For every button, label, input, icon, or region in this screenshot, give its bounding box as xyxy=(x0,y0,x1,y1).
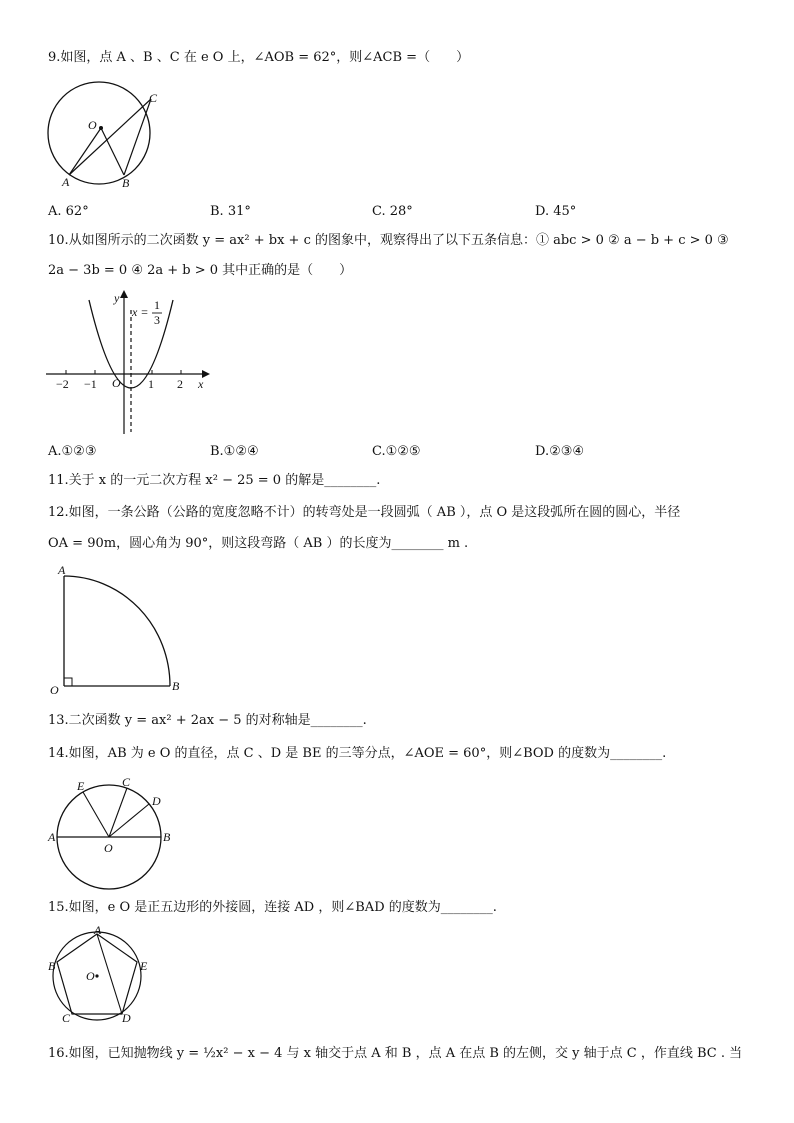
q14-label-a: A xyxy=(48,830,56,844)
q10-tick-2: 2 xyxy=(177,377,183,391)
q14-stem: 14.如图，AB 为 e O 的直径，点 C 、D 是 BE 的三等分点，∠AOE = 60°，则∠BOD 的度数为________. xyxy=(48,746,667,761)
q10-frac-den: 3 xyxy=(154,313,160,327)
q9-label-a: A xyxy=(62,175,70,189)
q14-label-o: O xyxy=(104,841,113,855)
q16-stem: 16.如图，已知抛物线 y = ½x² − x − 4 与 x 轴交于点 A 和 B ，点 A 在点 B 的左侧，交 y 轴于点 C ，作直线 BC . 当 xyxy=(48,1046,743,1061)
q9-option-b: B. 31° xyxy=(210,204,251,219)
q10-frac-num: 1 xyxy=(154,298,160,312)
q12-arc-figure xyxy=(44,560,194,705)
q11-stem: 11.关于 x 的一元二次方程 x² − 25 = 0 的解是________. xyxy=(48,473,381,488)
q9-option-d: D. 45° xyxy=(535,204,577,219)
q9-label-b: B xyxy=(122,176,130,190)
q10-origin-label: O xyxy=(112,376,121,390)
q14-semicircle-figure xyxy=(44,770,184,895)
q13-stem: 13.二次函数 y = ax² + 2ax − 5 的对称轴是________. xyxy=(48,713,367,728)
q14-label-c: C xyxy=(122,775,131,789)
q10-option-a: A.①②③ xyxy=(48,444,97,459)
q15-pentagon-figure xyxy=(44,922,159,1025)
q10-tick-1: 1 xyxy=(148,377,154,391)
q10-option-b: B.①②④ xyxy=(210,444,259,459)
q10-axis-eq: x = xyxy=(132,305,149,319)
q12-label-a: A xyxy=(58,563,66,577)
q14-label-e: E xyxy=(77,779,85,793)
q10-stem-line1: 10.从如图所示的二次函数 y = ax² + bx + c 的图象中，观察得出了以下五条信息：① abc > 0 ② a − b + c > 0 ③ xyxy=(48,233,729,248)
q9-label-o: O xyxy=(88,118,97,132)
q9-label-c: C xyxy=(149,91,158,105)
q10-option-d: D.②③④ xyxy=(535,444,585,459)
q15-label-a: A xyxy=(94,923,102,937)
q15-label-o: O xyxy=(86,969,95,983)
q9-option-a: A. 62° xyxy=(48,204,89,219)
q15-stem: 15.如图，e O 是正五边形的外接圆，连接 AD ，则∠BAD 的度数为________. xyxy=(48,900,497,915)
q14-label-d: D xyxy=(152,794,161,808)
q15-label-b: B xyxy=(48,959,56,973)
q12-label-b: B xyxy=(172,679,180,693)
q12-stem-line2: OA = 90m，圆心角为 90°，则这段弯路（ AB ）的长度为________ m . xyxy=(48,536,469,551)
q10-stem-line2: 2a − 3b = 0 ④ 2a + b > 0 其中正确的是（ ） xyxy=(48,263,353,278)
q10-option-c: C.①②⑤ xyxy=(372,444,421,459)
q9-circle-figure xyxy=(44,86,164,194)
q9-option-c: C. 28° xyxy=(372,204,413,219)
q10-y-axis-label: y xyxy=(114,291,120,305)
q15-label-d: D xyxy=(122,1011,131,1025)
q14-label-b: B xyxy=(163,830,171,844)
q15-label-c: C xyxy=(62,1011,71,1025)
q9-stem: 9.如图，点 A 、B 、C 在 e O 上，∠AOB = 62°，则∠ACB =（ ） xyxy=(48,50,470,65)
q10-x-axis-label: x xyxy=(198,377,204,391)
q12-stem-line1: 12.如图，一条公路（公路的宽度忽略不计）的转弯处是一段圆弧（ AB ），点 O 是这段弧所在圆的圆心，半径 xyxy=(48,505,681,520)
q15-label-e: E xyxy=(140,959,148,973)
q10-tick-neg2: −2 xyxy=(56,377,69,391)
q10-tick-neg1: −1 xyxy=(84,377,97,391)
q10-parabola-graph xyxy=(44,290,214,440)
q12-label-o: O xyxy=(50,683,59,697)
